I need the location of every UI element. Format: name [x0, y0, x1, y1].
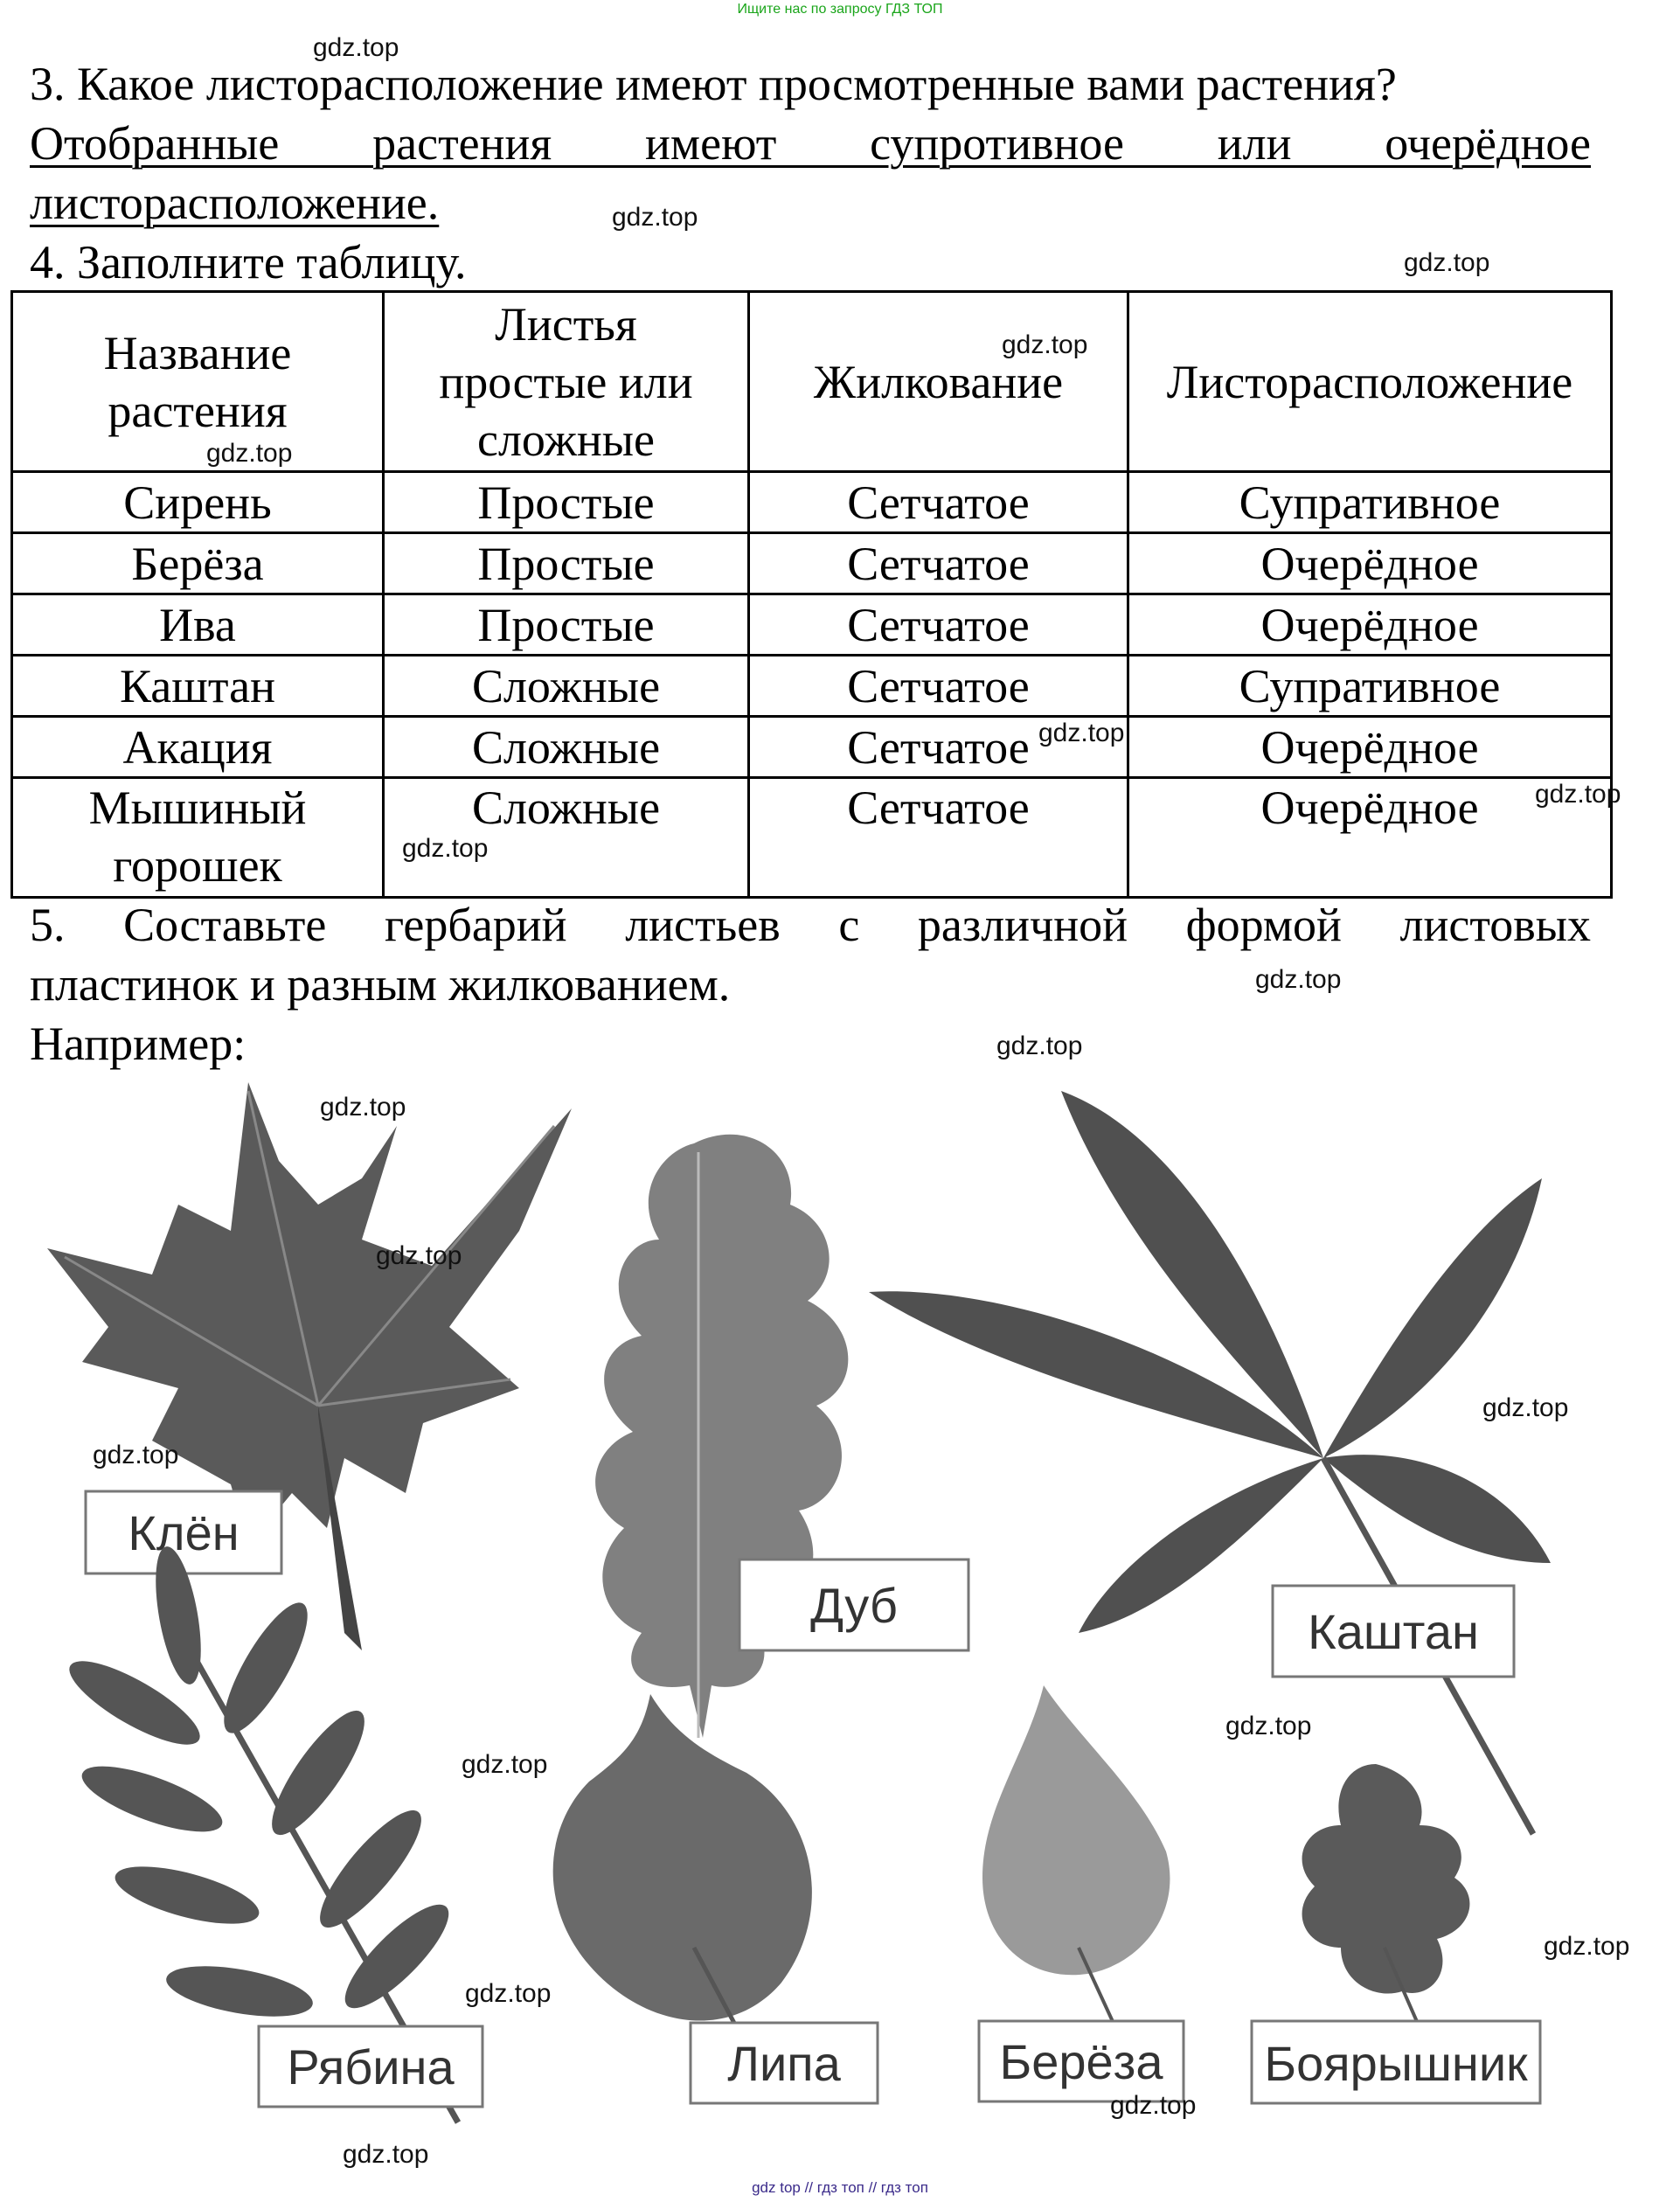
watermark: gdz.top: [1110, 2091, 1197, 2120]
cell-leaves: Сложные: [384, 778, 749, 898]
cell-venation: Сетчатое: [749, 533, 1128, 594]
maple-label: Клён: [128, 1505, 240, 1560]
watermark: gdz.top: [1002, 330, 1088, 359]
watermark: gdz.top: [612, 203, 698, 232]
rowan-label: Рябина: [287, 2039, 455, 2094]
cell-name: Мышиный горошек: [12, 778, 384, 898]
table-row: [12, 472, 1612, 533]
watermark: gdz.top: [320, 1093, 406, 1122]
cell-arrangement: Супративное: [1128, 472, 1612, 533]
cell-leaves: Простые: [384, 594, 749, 656]
cell-leaves: Простые: [384, 472, 749, 533]
plants-table: [10, 290, 1613, 899]
linden-leaf-image: [553, 1694, 812, 2079]
cell-venation: Сетчатое: [749, 778, 1128, 898]
watermark: gdz.top: [462, 1750, 548, 1779]
question-3: 3. Какое листорасположение имеют просмотренные вами растения?: [30, 58, 1397, 110]
cell-arrangement: Очерёдное: [1128, 594, 1612, 656]
watermark: gdz.top: [93, 1441, 179, 1469]
watermark: gdz.top: [376, 1241, 462, 1270]
cell-arrangement: Супративное: [1128, 656, 1612, 717]
oak-label: Дуб: [810, 1578, 898, 1633]
cell-leaves: Сложные: [384, 717, 749, 778]
cell-arrangement: Очерёдное: [1128, 533, 1612, 594]
cell-name: Сирень: [12, 472, 384, 533]
answer-3-line-1: Отобранные растения имеют супротивное или очерёдное: [30, 117, 1591, 170]
cell-venation: Сетчатое: [749, 656, 1128, 717]
watermark: gdz.top: [1544, 1932, 1630, 1961]
header-venation: Жилкование: [749, 292, 1128, 472]
cell-arrangement: Очерёдное: [1128, 717, 1612, 778]
watermark: gdz.top: [343, 2140, 429, 2169]
chestnut-leaf-image: [869, 1091, 1551, 1834]
cell-name: Ива: [12, 594, 384, 656]
watermark: gdz.top: [402, 834, 489, 863]
example-label: Например:: [30, 1018, 246, 1070]
cell-venation: Сетчатое: [749, 594, 1128, 656]
cell-arrangement: Очерёдное: [1128, 778, 1612, 898]
chestnut-label: Каштан: [1308, 1604, 1479, 1659]
table-row: [12, 533, 1612, 594]
cell-name: Акация: [12, 717, 384, 778]
watermark: gdz.top: [465, 1979, 552, 2008]
cell-leaves: Простые: [384, 533, 749, 594]
footer[interactable]: gdz top // гдз топ // гдз топ: [752, 2179, 928, 2196]
cell-name: Берёза: [12, 533, 384, 594]
top-banner[interactable]: Ищите нас по запросу ГДЗ ТОП: [737, 2, 943, 17]
table-row: [12, 656, 1612, 717]
table-row: [12, 594, 1612, 656]
table-row: [12, 717, 1612, 778]
cell-name: Каштан: [12, 656, 384, 717]
watermark: gdz.top: [206, 439, 293, 468]
hawthorn-label: Боярышник: [1264, 2036, 1528, 2091]
watermark: gdz.top: [313, 33, 399, 62]
watermark: gdz.top: [1404, 248, 1490, 277]
herbarium-illustration: [30, 1073, 1591, 2166]
linden-label: Липа: [727, 2036, 841, 2091]
question-5-line-1: 5. Составьте гербарий листьев с различной формой листовых: [30, 899, 1591, 951]
cell-leaves: Сложные: [384, 656, 749, 717]
header-leaf-type: Листья простые или сложные: [384, 292, 749, 472]
watermark: gdz.top: [1038, 719, 1125, 747]
watermark: gdz.top: [1482, 1393, 1569, 1422]
cell-venation: Сетчатое: [749, 717, 1128, 778]
table-row: [12, 778, 1612, 898]
watermark: gdz.top: [1255, 965, 1342, 994]
watermark: gdz.top: [1535, 780, 1621, 809]
birch-label: Берёза: [999, 2034, 1163, 2089]
question-5-line-2: пластинок и разным жилкованием.: [30, 958, 731, 1011]
question-4: 4. Заполните таблицу.: [30, 236, 467, 288]
cell-venation: Сетчатое: [749, 472, 1128, 533]
birch-leaf-image: [982, 1685, 1170, 2061]
header-plant-name: Название растения: [12, 292, 384, 472]
table-header-row: [12, 292, 1612, 472]
answer-3-line-2: листорасположение.: [30, 177, 440, 229]
watermark: gdz.top: [996, 1032, 1083, 1060]
header-arrangement: Листорасположение: [1128, 292, 1612, 472]
watermark: gdz.top: [1225, 1712, 1312, 1740]
